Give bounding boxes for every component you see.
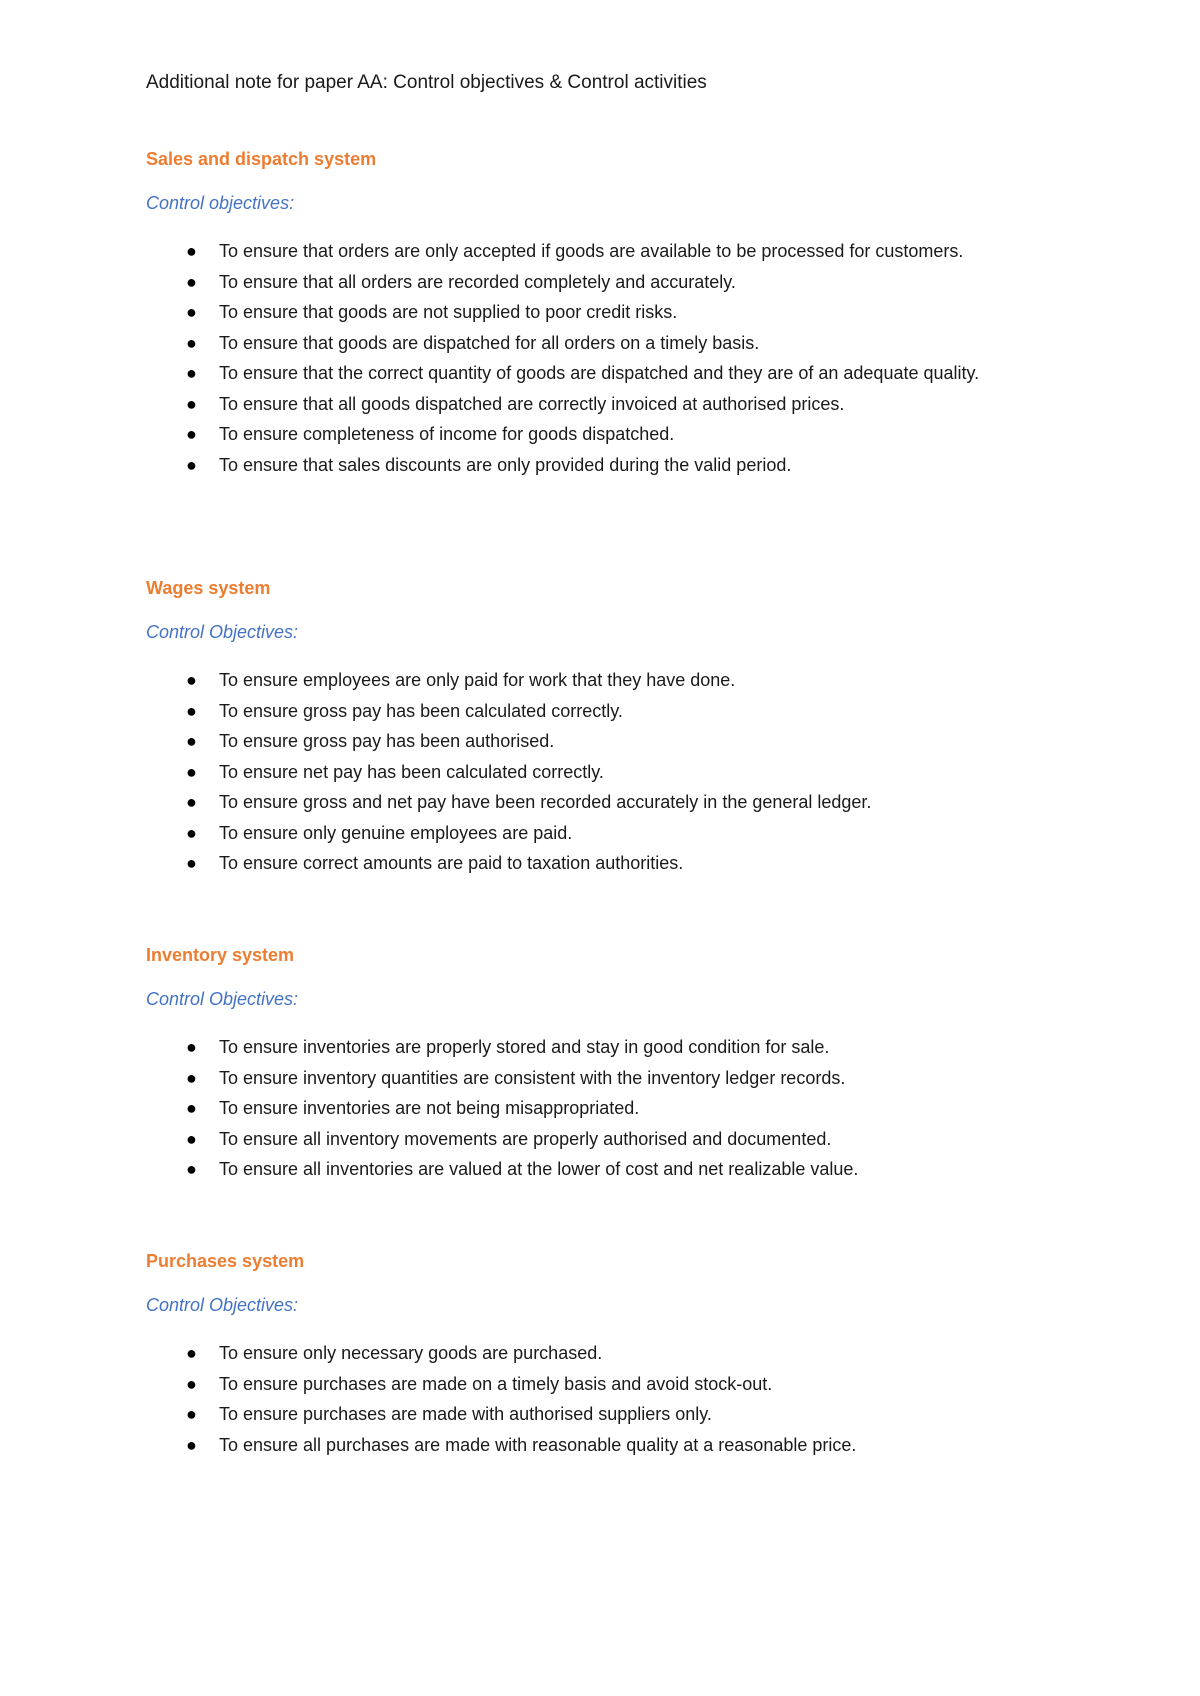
section-sales-and-dispatch [146, 146, 1106, 480]
objective-item [146, 1063, 1106, 1094]
bullet-icon: ● [186, 1434, 197, 1455]
bullet-icon: ● [186, 332, 197, 353]
bullet-icon: ● [186, 670, 197, 690]
objective-item [146, 1369, 1106, 1400]
objective-text: To ensure gross and net pay have been recorded accurately in the general ledger. [219, 792, 872, 812]
objective-text: To ensure that goods are not supplied to poor credit risks. [219, 302, 678, 322]
objective-item [146, 848, 1106, 879]
objective-text: To ensure all inventories are valued at the lower of cost and net realizable value. [219, 1159, 859, 1179]
objective-text: To ensure that all orders are recorded completely and accurately. [219, 271, 736, 292]
objective-item [146, 236, 1106, 267]
objective-text: To ensure that orders are only accepted if goods are available to be processed for customers. [219, 241, 964, 261]
objective-item [146, 757, 1106, 788]
objective-item [146, 1338, 1106, 1369]
objective-item [146, 1154, 1106, 1185]
objective-text: To ensure gross pay has been authorised. [219, 731, 555, 751]
bullet-icon: ● [186, 1098, 197, 1118]
objective-text: To ensure gross pay has been calculated correctly. [219, 700, 623, 721]
objective-item [146, 665, 1106, 696]
objective-item [146, 267, 1106, 298]
bullet-icon: ● [186, 1159, 197, 1179]
objective-item [146, 328, 1106, 359]
bullet-icon: ● [186, 271, 197, 292]
objective-item [146, 1124, 1106, 1155]
objective-item [146, 297, 1106, 328]
bullet-icon: ● [186, 1404, 197, 1424]
objective-text: To ensure inventories are properly stored and stay in good condition for sale. [219, 1037, 830, 1057]
bullet-icon: ● [186, 363, 197, 383]
objective-item [146, 1093, 1106, 1124]
bullet-icon: ● [186, 731, 197, 751]
section-purchases [146, 1248, 1106, 1460]
bullet-icon: ● [186, 302, 197, 322]
objective-text: To ensure that goods are dispatched for all orders on a timely basis. [219, 332, 760, 353]
objectives-list [146, 236, 1106, 480]
objective-text: To ensure completeness of income for goods dispatched. [219, 424, 675, 444]
control-objectives-subheading: Control Objectives: [146, 989, 299, 1009]
bullet-icon: ● [186, 454, 197, 475]
bullet-icon: ● [186, 792, 197, 812]
objective-text: To ensure inventory quantities are consistent with the inventory ledger records. [219, 1067, 846, 1088]
objective-text: To ensure only genuine employees are paid. [219, 822, 573, 843]
objectives-list [146, 665, 1106, 879]
control-objectives-subheading: Control Objectives: [146, 622, 299, 642]
objectives-list [146, 1032, 1106, 1185]
objective-text: To ensure that sales discounts are only provided during the valid period. [219, 454, 792, 475]
objective-item [146, 787, 1106, 818]
objectives-list [146, 1338, 1106, 1460]
objective-item [146, 450, 1106, 481]
section-heading: Inventory system [146, 945, 295, 965]
objective-text: To ensure only necessary goods are purchased. [219, 1343, 603, 1363]
objective-text: To ensure purchases are made on a timely basis and avoid stock-out. [219, 1373, 773, 1394]
objective-text: To ensure all inventory movements are properly authorised and documented. [219, 1128, 832, 1149]
bullet-icon: ● [186, 424, 197, 444]
objective-item [146, 818, 1106, 849]
bullet-icon: ● [186, 761, 197, 782]
bullet-icon: ● [186, 853, 197, 873]
bullet-icon: ● [186, 1343, 197, 1363]
objective-text: To ensure that all goods dispatched are correctly invoiced at authorised prices. [219, 393, 845, 414]
bullet-icon: ● [186, 393, 197, 414]
document-title: Additional note for paper AA: Control objectives & Control activities [146, 72, 707, 93]
objective-item [146, 1430, 1106, 1461]
objective-item [146, 389, 1106, 420]
bullet-icon: ● [186, 822, 197, 843]
objective-text: To ensure net pay has been calculated correctly. [219, 761, 604, 782]
bullet-icon: ● [186, 1067, 197, 1088]
section-inventory [146, 942, 1106, 1185]
control-objectives-subheading: Control objectives: [146, 193, 295, 213]
objective-text: To ensure purchases are made with authorised suppliers only. [219, 1404, 712, 1424]
bullet-icon: ● [186, 241, 197, 261]
section-heading: Purchases system [146, 1251, 305, 1271]
objective-item [146, 1032, 1106, 1063]
objective-item [146, 1399, 1106, 1430]
section-wages [146, 575, 1106, 879]
bullet-icon: ● [186, 700, 197, 721]
objective-item [146, 358, 1106, 389]
objective-text: To ensure that the correct quantity of goods are dispatched and they are of an adequate quality. [219, 363, 980, 383]
section-heading: Sales and dispatch system [146, 149, 377, 169]
objective-text: To ensure all purchases are made with reasonable quality at a reasonable price. [219, 1434, 857, 1455]
control-objectives-subheading: Control Objectives: [146, 1295, 299, 1315]
objective-item [146, 419, 1106, 450]
objective-text: To ensure inventories are not being misappropriated. [219, 1098, 640, 1118]
bullet-icon: ● [186, 1373, 197, 1394]
objective-item [146, 726, 1106, 757]
section-heading: Wages system [146, 578, 271, 598]
objective-item [146, 696, 1106, 727]
bullet-icon: ● [186, 1037, 197, 1057]
bullet-icon: ● [186, 1128, 197, 1149]
objective-text: To ensure employees are only paid for work that they have done. [219, 670, 736, 690]
objective-text: To ensure correct amounts are paid to taxation authorities. [219, 853, 684, 873]
